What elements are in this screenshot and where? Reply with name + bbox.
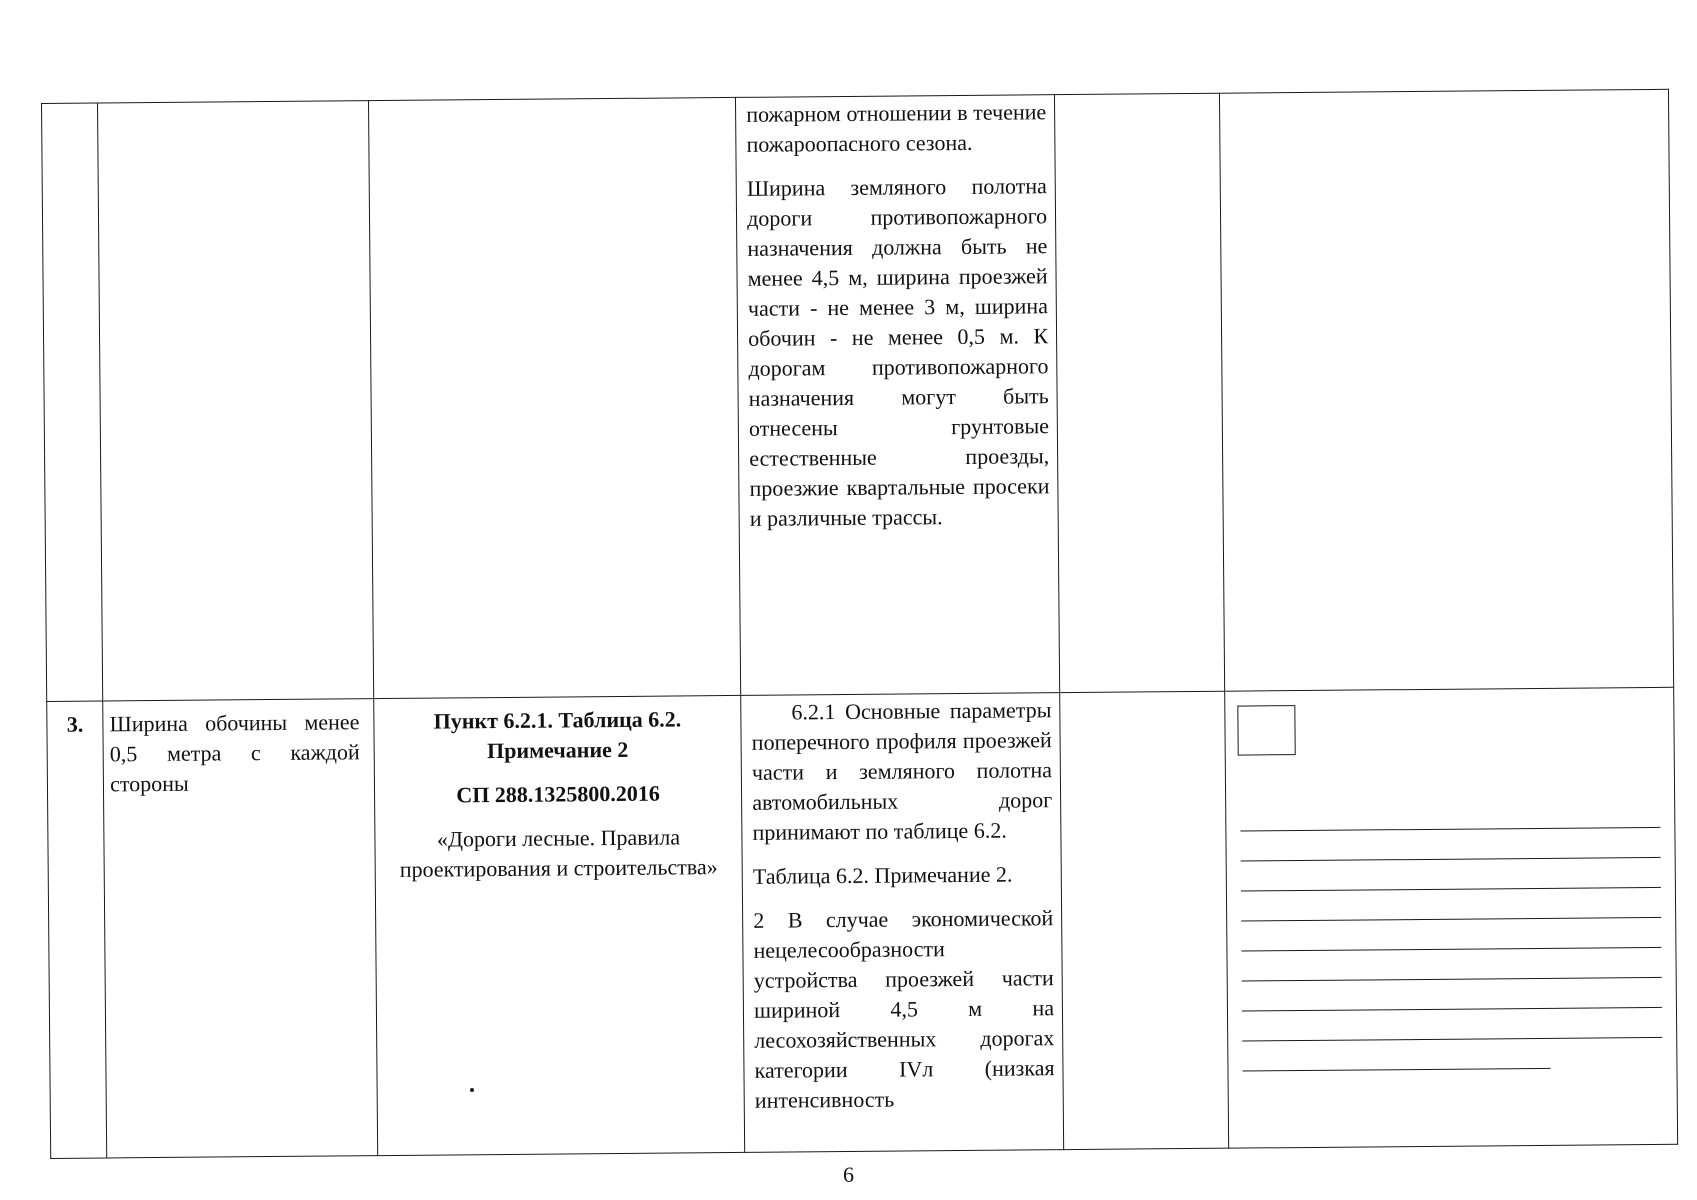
notes-line[interactable] [1240, 858, 1660, 892]
answer-cell [1219, 89, 1674, 691]
notes-line[interactable] [1241, 888, 1661, 922]
row-number: 3. [66, 711, 84, 737]
requirement-cell [98, 101, 374, 701]
scan-dot [470, 1088, 474, 1092]
norm-paragraph: пожарном отношении в течение пожароопасного сезона. [746, 99, 1047, 157]
norm-paragraph: 2 В случае экономической нецелесообразности устройства проезжей части шириной 4,5 м на лесохозяйственных дорогах категории IVл (низкая интенсивность [753, 905, 1055, 1113]
norm-paragraph: Ширина земляного полотна дороги противопожарного назначения должна быть не менее 4,5 м, ширина проезжей части - не менее 3 м, ширина обочин - не менее 0,5 м. К дорогам противопожарного назначения могут быть отнесены грунтовые естественные проезды, проезжие квартальные просеки и различные трассы. [746, 173, 1050, 531]
reference-cell [374, 695, 745, 1155]
table-row [42, 89, 1674, 701]
reference-title: «Дороги лесные. Правила проектирования и строительства» [399, 824, 718, 882]
reference-code: СП 288.1325800.2016 [456, 780, 660, 808]
requirement-text: Ширина обочины менее 0,5 метра с каждой стороны [109, 709, 360, 797]
norm-text [736, 95, 1058, 534]
notes-line[interactable] [1240, 798, 1660, 832]
norm-paragraph: Таблица 6.2. Примечание 2. [752, 861, 1013, 889]
norm-text [741, 693, 1063, 1116]
notes-line[interactable] [1240, 828, 1660, 862]
requirement-text [98, 101, 368, 111]
reference-block [374, 696, 742, 885]
requirement-cell [103, 699, 378, 1158]
row-number [42, 104, 97, 112]
reference-cell [368, 97, 740, 698]
norm-text-cell [741, 693, 1064, 1153]
empty-cell [1055, 93, 1225, 692]
checklist-table [41, 89, 1678, 1159]
page-number: 6 [843, 1162, 854, 1187]
norm-text-cell [736, 95, 1060, 696]
notes-lines [1240, 798, 1662, 1072]
table-row [47, 687, 1678, 1158]
norm-paragraph: 6.2.1 Основные параметры поперечного профиля проезжей части и земляного полотна автомобильных дорог принимают по таблице 6.2. [751, 697, 1053, 845]
answer-cell [1224, 687, 1677, 1148]
row-number-cell [47, 701, 107, 1158]
reference-text [369, 98, 735, 109]
notes-line[interactable] [1241, 948, 1661, 982]
answer-checkbox[interactable] [1237, 705, 1295, 756]
notes-line[interactable] [1241, 918, 1661, 952]
row-number-cell [42, 103, 103, 701]
notes-line[interactable] [1242, 1039, 1550, 1072]
empty-cell [1060, 691, 1228, 1149]
notes-line[interactable] [1242, 1008, 1662, 1042]
notes-line[interactable] [1241, 978, 1661, 1012]
reference-clause: Пункт 6.2.1. Таблица 6.2. Примечание 2 [433, 706, 682, 764]
